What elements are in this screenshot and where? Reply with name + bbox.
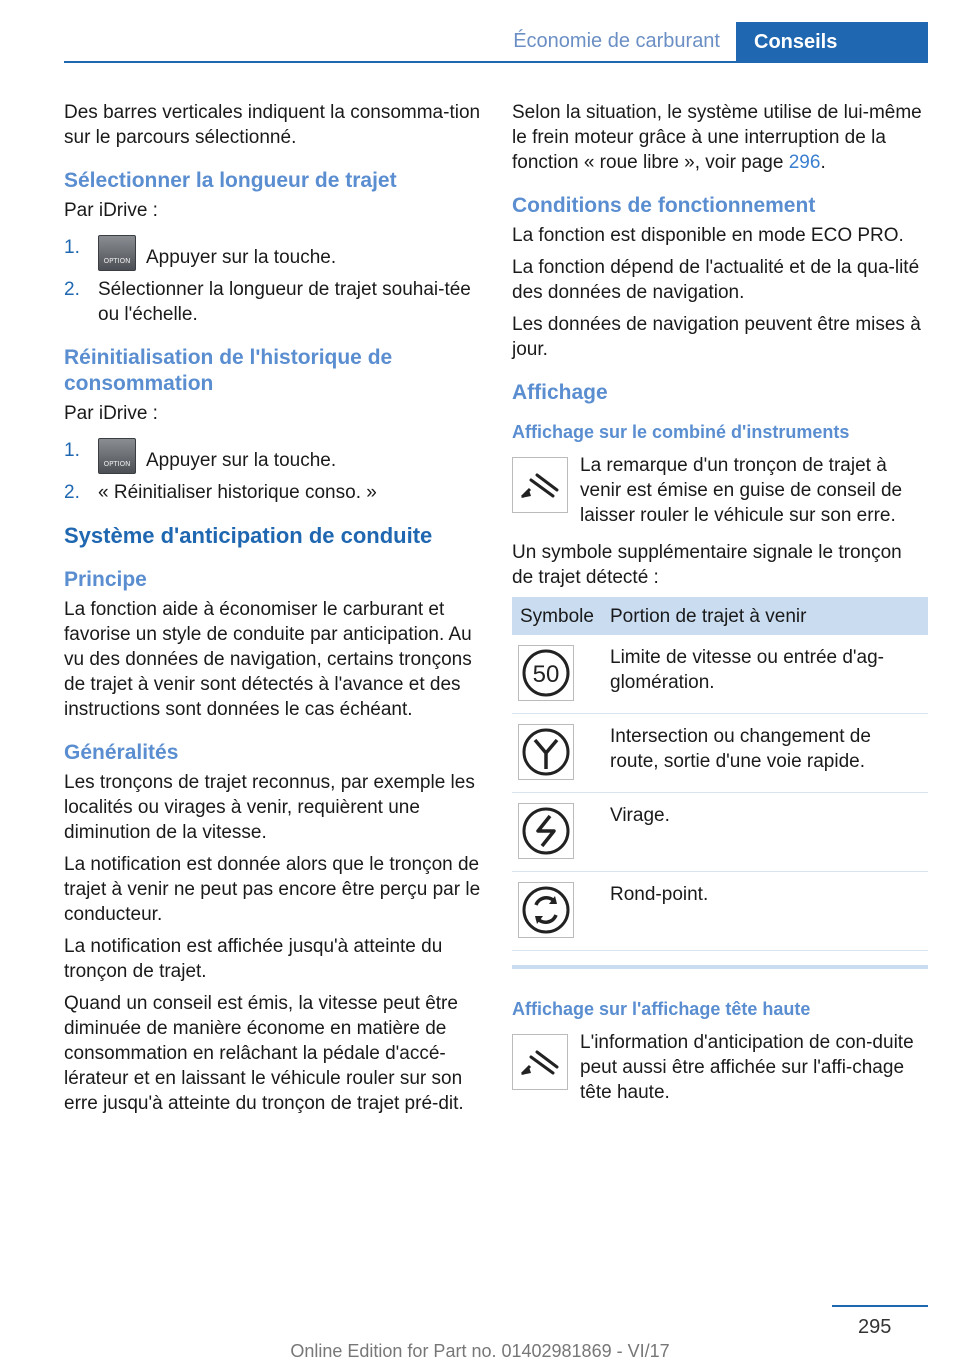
principe-text: La fonction aide à économiser le carburant et favorise un style de conduite par anticipation. Au vu des données de navigation, certains tronçons de trajet à venir sont détectés à l'avance et des instructions sont données le cas échéant. <box>64 599 472 720</box>
intersection-icon <box>518 724 574 780</box>
note-hud <box>512 1030 928 1105</box>
table-header-row <box>512 597 928 635</box>
general-text: La notification est affichée jusqu'à atteinte du tronçon de trajet. <box>64 936 443 982</box>
heading-conditions: Conditions de fonctionnement <box>512 194 816 217</box>
table-cell: Rond-point. <box>602 872 928 951</box>
table-cell: Virage. <box>602 793 928 872</box>
heading-select-length: Sélectionner la longueur de trajet <box>64 169 397 192</box>
heading-hud: Affichage sur l'affichage tête haute <box>512 999 811 1019</box>
table-row <box>512 635 928 714</box>
table-row <box>512 714 928 793</box>
coasting-note-icon <box>512 457 568 513</box>
idrive-label: Par iDrive : <box>64 403 158 424</box>
intro-text: Des barres verticales indiquent la consomma-tion sur le parcours sélectionné. <box>64 102 481 148</box>
page-number: 295 <box>858 1316 892 1338</box>
idrive-label: Par iDrive : <box>64 200 158 221</box>
speed-value: 50 <box>532 661 560 688</box>
note-hud-text: L'information d'anticipation de con-duite peut aussi être affichée sur l'affi-chage tête haute. <box>580 1032 914 1103</box>
right-column <box>512 100 928 1117</box>
engine-brake-text: Selon la situation, le système utilise de lui-même le frein moteur grâce à une interruption de la fonction « roue libre », voir page 296. <box>512 102 922 173</box>
list-item: 1. OPTION Appuyer sur la touche. <box>64 438 482 474</box>
table-cell: Limite de vitesse ou entrée d'ag-glomération. <box>602 635 928 714</box>
footer-edition: Online Edition for Part no. 01402981869 - VI/17 <box>290 1341 670 1361</box>
table-end-rule <box>512 965 928 969</box>
symbol-intro-text: Un symbole supplémentaire signale le tronçon de trajet détecté : <box>512 542 902 588</box>
table-header-symbol: Symbole <box>512 597 602 635</box>
general-text: La notification est donnée alors que le tronçon de trajet à venir ne peut pas encore être perçu par le conducteur. <box>64 854 481 925</box>
heading-affichage: Affichage <box>512 381 608 404</box>
note-combine <box>512 453 928 528</box>
table-cell: Intersection ou changement de route, sortie d'une voie rapide. <box>602 714 928 793</box>
note-combine-text: La remarque d'un tronçon de trajet à venir est émise en guise de conseil de laisser rouler le véhicule sur son erre. <box>580 455 903 526</box>
general-text: Les tronçons de trajet reconnus, par exemple les localités ou virages à venir, requièrent une diminution de la vitesse. <box>64 772 475 843</box>
heading-anticipation-system: Système d'anticipation de conduite <box>64 523 433 548</box>
header-tab: Conseils <box>736 22 928 63</box>
option-button-icon: OPTION <box>98 235 136 271</box>
left-column <box>64 100 482 1123</box>
heading-generalites: Généralités <box>64 741 179 764</box>
table-row <box>512 793 928 872</box>
heading-principe: Principe <box>64 568 147 591</box>
header-section-title: Économie de carburant <box>513 30 720 52</box>
curve-icon <box>518 803 574 859</box>
option-button-icon: OPTION <box>98 438 136 474</box>
heading-combine-instruments: Affichage sur le combiné d'instruments <box>512 422 850 442</box>
conditions-text: La fonction dépend de l'actualité et de la qua-lité des données de navigation. <box>512 257 920 303</box>
page-link[interactable]: 296 <box>788 152 821 173</box>
symbol-table <box>512 597 928 951</box>
list-item: 2. « Réinitialiser historique conso. » <box>64 482 377 503</box>
coasting-note-icon <box>512 1034 568 1090</box>
general-text: Quand un conseil est émis, la vitesse peut être diminuée de manière économe en matière de consommation en relâchant la pédale d'accé-lérateur et en laissant le véhicule rouler sur son erre jusqu'à atteinte du tronçon de trajet pré-dit. <box>64 993 464 1114</box>
conditions-text: La fonction est disponible en mode ECO PRO. <box>512 225 904 246</box>
roundabout-icon <box>518 882 574 938</box>
table-header-portion: Portion de trajet à venir <box>602 597 928 635</box>
reset-steps-list <box>64 438 482 505</box>
select-steps-list <box>64 235 482 327</box>
page-number-rule <box>832 1305 928 1307</box>
speed-limit-50-icon <box>518 645 574 701</box>
table-row <box>512 872 928 951</box>
list-item: 2. Sélectionner la longueur de trajet souhai-tée ou l'échelle. <box>64 279 471 325</box>
conditions-text: Les données de navigation peuvent être mises à jour. <box>512 314 921 360</box>
heading-reset-history: Réinitialisation de l'historique de consommation <box>64 346 393 395</box>
list-item: 1. OPTION Appuyer sur la touche. <box>64 235 482 271</box>
